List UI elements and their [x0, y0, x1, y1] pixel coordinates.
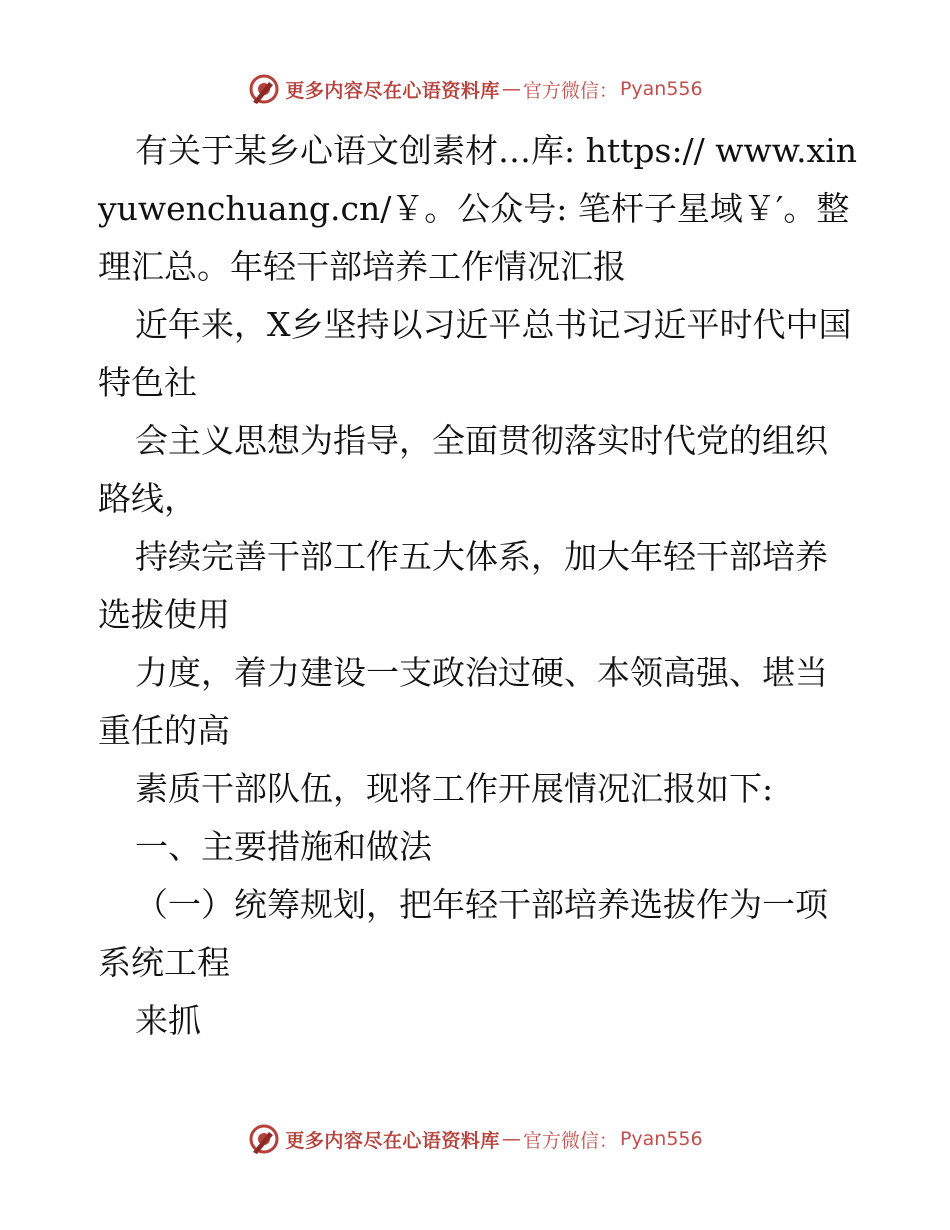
watermark-wechat-label: 官方微信：: [522, 1129, 618, 1152]
watermark-separator: —: [501, 78, 521, 100]
paragraph: 素质干部队伍，现将工作开展情况汇报如下:: [135, 769, 774, 808]
watermark-separator: —: [501, 1128, 521, 1150]
watermark-wechat-id: Pyan556: [619, 78, 703, 100]
paragraph: 近年来，X乡坚持以习近平总书记习近平时代中国特色社: [98, 305, 852, 402]
document-body: [98, 122, 858, 1050]
watermark-wechat-id: Pyan556: [619, 1128, 703, 1150]
footer-watermark: [0, 1122, 950, 1156]
paragraph: 来抓: [135, 1001, 201, 1040]
header-watermark: [0, 72, 950, 106]
section-heading: 一、主要措施和做法: [135, 827, 432, 866]
paragraph-intro: 有关于某乡心语文创素材…库: https:// www.xinyuwenchuang.cn/￥。公众号: 笔杆子星域￥′。整理汇总。年轻干部培养工作情况汇报: [98, 131, 858, 286]
subsection-heading: （一）统筹规划，把年轻干部培养选拔作为一项系统工程: [98, 885, 828, 982]
pen-logo-icon: [247, 1122, 281, 1156]
paragraph: 力度，着力建设一支政治过硬、本领高强、堪当重任的高: [98, 653, 828, 750]
paragraph: 持续完善干部工作五大体系，加大年轻干部培养选拔使用: [98, 537, 828, 634]
watermark-site-name: 更多内容尽在心语资料库: [285, 1129, 500, 1152]
watermark-wechat-label: 官方微信：: [522, 79, 618, 102]
paragraph: 会主义思想为指导，全面贯彻落实时代党的组织路线，: [98, 421, 828, 518]
watermark-site-name: 更多内容尽在心语资料库: [285, 79, 500, 102]
pen-logo-icon: [247, 72, 281, 106]
